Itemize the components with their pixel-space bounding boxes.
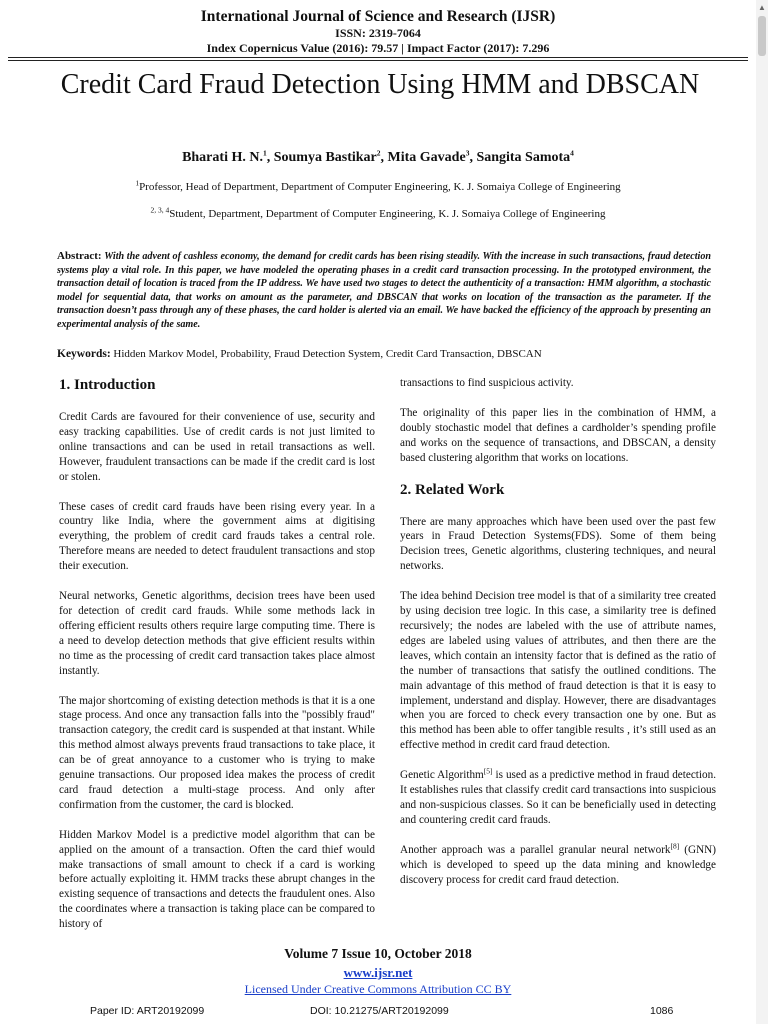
paragraph — [400, 843, 716, 888]
author-name: Mita Gavade — [387, 150, 466, 165]
header-divider — [8, 57, 748, 58]
abstract-label: Abstract: — [57, 250, 102, 262]
journal-issn: ISSN: 2319-7064 — [335, 26, 421, 40]
author-name: Bharati H. N. — [182, 150, 263, 165]
journal-index: Index Copernicus Value (2016): 79.57 | Impact Factor (2017): 7.296 — [206, 41, 550, 55]
keywords — [57, 348, 711, 360]
paragraph: transactions to find suspicious activity. — [400, 377, 574, 389]
affiliation-sup: 1 — [135, 178, 140, 188]
author-name: Soumya Bastikar — [273, 150, 377, 165]
doi: DOI: 10.21275/ART20192099 — [310, 1005, 449, 1017]
footer-volume: Volume 7 Issue 10, October 2018 — [284, 946, 472, 961]
footer-website-link[interactable]: www.ijsr.net — [343, 965, 413, 980]
paragraph: Hidden Markov Model is a predictive model algorithm that can be applied on the amount of a transaction. Often the card thief would make transactions of small amount to check if a card is working before actually exploiting it. HMM tracks these abrupt changes in the existing sequence of transactions and detects the fraudulent ones. Also the coordinates where a transaction is taking place can be compared to history of — [59, 828, 375, 931]
scroll-up-arrow-icon[interactable]: ▲ — [758, 3, 766, 12]
paragraph: The major shortcoming of existing detection methods is that it is a one stage process. And once any transaction falls into the "possibly fraud" transaction category, the credit card is suspended at that instant. While this method almost always prevents fraud transactions to take place, it can be of great annoyance to a customer who is trying to make genuine transactions. Our proposed idea makes the process of credit card fraud detection a multi-stage process. And only after confirmation from the customer, the card is blocked. — [59, 694, 375, 811]
section-heading: 1. Introduction — [59, 377, 156, 393]
paragraph-text: Another approach was a parallel granular neural network — [400, 843, 671, 856]
affiliation-text: Student, Department, Department of Computer Engineering, K. J. Somaiya College of Engineering — [169, 208, 606, 220]
paragraph: The idea behind Decision tree model is that of a similarity tree created by using decision tree logic. In this case, a similarity tree is defined recursively; the nodes are labeled with the use of attribute names, edges are labeled using values of attributes, and then there are the leaves, which contain an intensity factor that is defined as the ratio of the number of transactions that satisfy the outlined conditions. The main advantage of this method of fraud detection is that it is easy to implement, understand and display. However, there are disadvantages when you are forced to check every transaction one by one. But as this method has been able to offer tangible results , it’s still used as an effective method in credit card fraud detection. — [400, 590, 716, 752]
keywords-text: Hidden Markov Model, Probability, Fraud Detection System, Credit Card Transaction, DBSCAN — [113, 348, 542, 360]
author-sup: 2 — [376, 148, 381, 158]
section-heading: 2. Related Work — [400, 481, 505, 498]
header-divider — [8, 60, 748, 61]
author-sup: 1 — [262, 148, 267, 158]
paragraph: The originality of this paper lies in the combination of HMM, a doubly stochastic model that defines a cardholder’s spending profile and works on the sequence of transactions, and DBSCAN, a density based clustering algorithm that works on locations. — [400, 406, 716, 464]
affiliation — [0, 205, 756, 220]
paper-title: Credit Card Fraud Detection Using HMM and DBSCAN — [60, 69, 700, 100]
abstract-text: With the advent of cashless economy, the demand for credit cards has been rising steadily. With the increase in such transactions, fraud detection systems play a vital role. In this paper, we have modeled the operating phases in a credit card transaction processing. In the prototyped environment, the transaction detail of location is traced from the IP address. We have used two stages to detect the authenticity of a transaction: HMM algorithm, a stochastic model for sequential data, that works on amount as the parameter, and DBSCAN that works on location of the transaction as the parameter. If the transaction doesn’t pass through any of these phases, the card holder is alerted via an email. We have backed the efficiency of the approach by presenting an experimental analysis of the same. — [57, 251, 711, 330]
author-sup: 3 — [465, 148, 470, 158]
right-column — [400, 376, 716, 902]
paragraph-text: (GNN) which is developed to speed up the data mining and knowledge discovery process for credit card fraud detection. — [400, 843, 716, 886]
journal-name: International Journal of Science and Research (IJSR) — [200, 8, 556, 25]
scroll-thumb[interactable] — [758, 16, 766, 56]
paper-id: Paper ID: ART20192099 — [90, 1005, 205, 1017]
citation: [5] — [483, 766, 493, 776]
affiliation — [0, 178, 756, 193]
author-sup: 4 — [570, 148, 574, 158]
paragraph — [400, 768, 716, 828]
paragraph-text: Genetic Algorithm — [400, 769, 484, 782]
abstract — [57, 250, 711, 332]
paragraph-text: is used as a predictive method in fraud detection. It establishes rules that classify credit card transactions into suspicious and non-suspicious classes. So it can be beneficially used in detecting and countering credit card frauds. — [400, 769, 716, 826]
page-number: 1086 — [650, 1005, 674, 1017]
paragraph: Credit Cards are favoured for their convenience of use, security and easy tracking capabilities. Use of credit cards is not just limited to online transactions and can be used in retail transactions as well. However, fraudulent transactions can be made if the credit card is lost or stolen. — [59, 411, 375, 483]
paragraph: Neural networks, Genetic algorithms, decision trees have been used for detection of credit card frauds. While some methods lack in offering efficient results others require large computing time. There is a need to develop detection methods that give efficient results within no time as the processing of credit card transaction takes place almost instantly. — [59, 590, 375, 677]
footer-license-link[interactable]: Licensed Under Creative Commons Attribution CC BY — [244, 982, 512, 996]
paragraph: These cases of credit card frauds have been rising every year. In a country like India, where the government aims at digitising everything, the problem of credit card frauds takes a central role. Therefore means are needed to detect fraudulent transactions and stop their execution. — [59, 500, 375, 573]
author-name: Sangita Samota — [476, 150, 571, 165]
affiliation-sup: 2, 3, 4 — [150, 205, 170, 215]
paragraph: There are many approaches which have been used over the past few years in Fraud Detection Systems(FDS). Some of them being Decision trees, Genetic algorithms, clustering techniques, and neural networks. — [400, 515, 716, 573]
author-list: Bharati H. N.$^1$, Soumya Bastikar$^2$, Mita Gavade$^3$, Sangita Samota$^4$ — [182, 148, 574, 165]
scrollbar[interactable] — [756, 0, 768, 1024]
citation: [8] — [670, 841, 680, 851]
left-column — [59, 376, 375, 947]
affiliation-text: Professor, Head of Department, Department of Computer Engineering, K. J. Somaiya College of Engineering — [139, 181, 621, 193]
keywords-label: Keywords: — [57, 348, 111, 360]
